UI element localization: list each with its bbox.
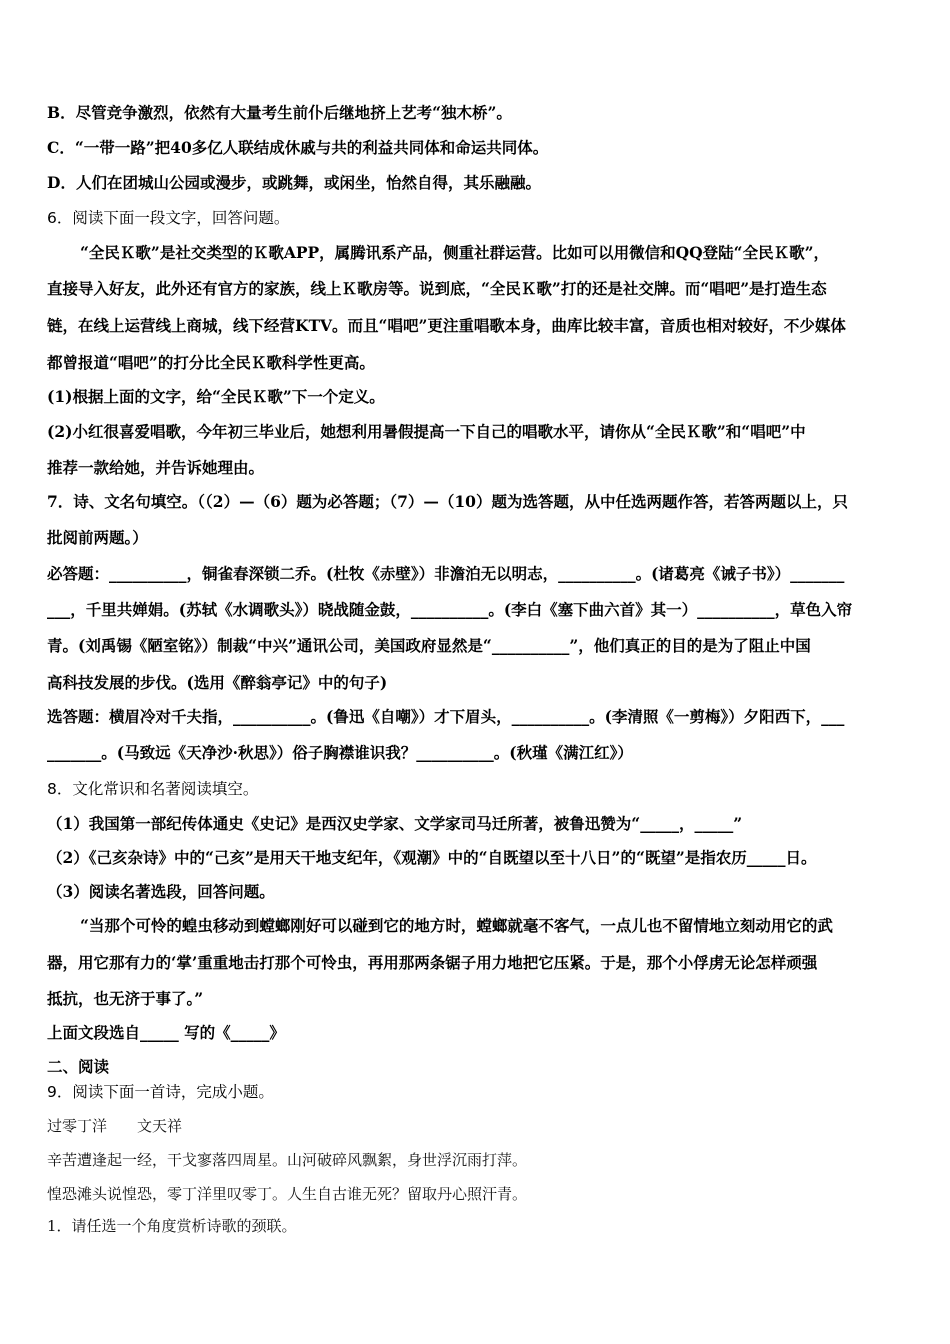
- passage-6-line-3: 链，在线上运营线上商城，线下经营KTV。而且“唱吧”更注重唱歌本身，曲库比较丰富，音质也相对较好，不少媒体: [47, 316, 846, 335]
- option-d: D．人们在团城山公园或漫步，或跳舞，或闲坐，怡然自得，其乐融融。: [47, 173, 541, 192]
- excerpt-line-2: 器，用它那有力的‘掌’重重地击打那个可怜虫，再用那两条锯子用力地把它压紧。于是，那个小俘虏无论怎样顽强: [47, 953, 818, 972]
- question-8-3: （3）阅读名著选段，回答问题。: [47, 882, 275, 901]
- question-7-title-line-1: 7．诗、文名句填空。（（2）—（6）题为必答题；（7）—（10）题为选答题，从中任选两题作答，若答两题以上，只: [47, 492, 848, 511]
- question-6-title: 6．阅读下面一段文字，回答问题。: [47, 209, 290, 227]
- section-heading-reading: 二、阅读: [47, 1057, 110, 1076]
- option-c: C．“一带一路”把40多亿人联结成休戚与共的利益共同体和命运共同体。: [47, 138, 549, 157]
- question-6-2-line-1: (2)小红很喜爱唱歌，今年初三毕业后，她想利用暑假提高一下自己的唱歌水平，请你从“全民Ｋ歌”和“唱吧”中: [47, 422, 806, 441]
- option-b: B．尽管竞争激烈，依然有大量考生前仆后继地挤上艺考“独木桥”。: [47, 103, 512, 122]
- optional-line-1: 选答题：横眉冷对千夫指，__________。(鲁迅《自嘲》）才下眉头，__________。(李清照《一剪梅》）夕阳西下，___: [47, 707, 845, 726]
- question-8-title: 8．文化常识和名著阅读填空。: [47, 780, 259, 798]
- passage-6-line-2: 直接导入好友，此外还有官方的家族，线上Ｋ歌房等。说到底，“全民Ｋ歌”打的还是社交牌。而“唱吧”是打造生态: [47, 279, 827, 298]
- excerpt-line-3: 抵抗，也无济于事了。”: [47, 989, 204, 1008]
- required-line-1: 必答题：__________，铜雀春深锁二乔。(杜牧《赤壁》）非澹泊无以明志，__________。(诸葛亮《诫子书》）_______: [47, 564, 845, 583]
- question-7-title-line-2: 批阅前两题。）: [47, 528, 148, 547]
- passage-6-line-4: 都曾报道“唱吧”的打分比全民Ｋ歌科学性更高。: [47, 353, 375, 372]
- question-9-title: 9．阅读下面一首诗，完成小题。: [47, 1083, 274, 1101]
- required-line-4: 高科技发展的步伐。(选用《醉翁亭记》中的句子): [47, 673, 388, 692]
- poem-title-author: 过零丁洋 文天祥: [47, 1117, 183, 1135]
- required-line-3: 青。(刘禹锡《陋室铭》）制裁“中兴”通讯公司，美国政府显然是“__________”，他们真正的目的是为了阻止中国: [47, 636, 811, 655]
- question-6-1: (1)根据上面的文字，给“全民Ｋ歌”下一个定义。: [47, 387, 385, 406]
- question-8-1: （1）我国第一部纪传体通史《史记》是西汉史学家、文学家司马迁所著，被鲁迅赞为“_____，_____”: [47, 814, 743, 833]
- question-9-1: 1．请任选一个角度赏析诗歌的颈联。: [47, 1217, 297, 1235]
- question-8-2: （2）《己亥杂诗》中的“己亥”是用天干地支纪年，《观潮》中的“自既望以至十八日”的“既望”是指农历_____日。: [47, 848, 817, 867]
- poem-line-2: 惶恐滩头说惶恐，零丁洋里叹零丁。人生自古谁无死？留取丹心照汗青。: [47, 1185, 528, 1203]
- question-8-3-blank: 上面文段选自_____ 写的《_____》: [47, 1023, 285, 1042]
- required-line-2: ___，千里共婵娟。(苏轼《水调歌头》）晓战随金鼓，__________。(李白《塞下曲六首》其一）__________，草色入帘: [47, 600, 853, 619]
- optional-line-2: _______。(马致远《天净沙·秋思》）俗子胸襟谁识我？__________。(秋瑾《满江红》）: [47, 743, 633, 762]
- poem-line-1: 辛苦遭逢起一经，干戈寥落四周星。山河破碎风飘絮，身世浮沉雨打萍。: [47, 1151, 528, 1169]
- excerpt-line-1: “当那个可怜的蝗虫移动到螳螂刚好可以碰到它的地方时，螳螂就毫不客气，一点儿也不留情地立刻动用它的武: [80, 916, 833, 935]
- question-6-2-line-2: 推荐一款给她，并告诉她理由。: [47, 458, 265, 477]
- passage-6-line-1: “全民Ｋ歌”是社交类型的Ｋ歌APP，属腾讯系产品，侧重社群运营。比如可以用微信和QQ登陆“全民Ｋ歌”，: [80, 243, 830, 262]
